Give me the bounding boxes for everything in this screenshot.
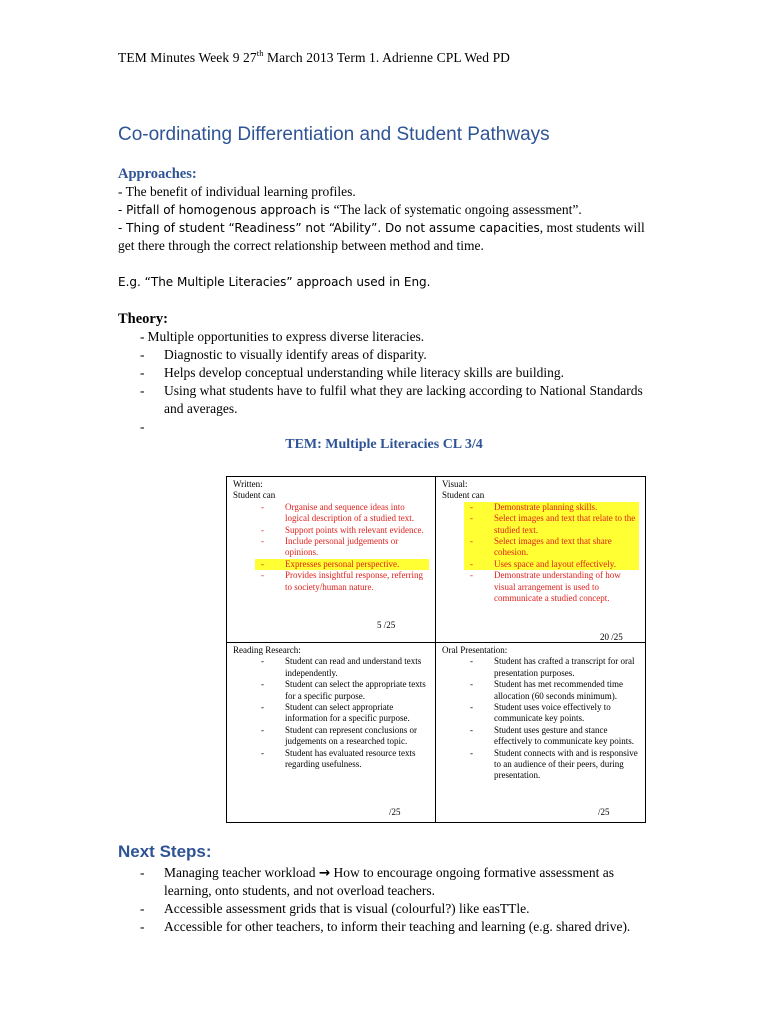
oral-presentation-cell	[436, 643, 645, 822]
written-item	[233, 502, 429, 525]
approaches-line-2-a: - Pitfall of homogenous approach is	[118, 203, 334, 217]
visual-item-text: Demonstrate planning skills.	[494, 501, 598, 512]
reading-item	[233, 725, 429, 748]
next-step-item	[118, 900, 658, 918]
next-steps-section	[118, 843, 658, 936]
visual-label: Visual:	[442, 479, 468, 489]
dash-bullet: -	[470, 570, 473, 581]
visual-sub: Student can	[442, 490, 485, 501]
written-sub: Student can	[233, 490, 276, 501]
visual-item	[442, 570, 639, 604]
theory-item-text: Diagnostic to visually identify areas of disparity.	[164, 347, 427, 362]
theory-item	[118, 328, 658, 346]
next-steps-list	[118, 864, 658, 936]
reading-item	[233, 679, 429, 702]
dash-bullet: -	[261, 524, 264, 535]
written-item-text: Support points with relevant evidence.	[285, 524, 424, 535]
visual-score: 20 /25	[600, 632, 623, 642]
theory-heading: Theory:	[118, 311, 168, 327]
dash-bullet: -	[140, 365, 145, 380]
theory-section	[118, 310, 658, 434]
dash-bullet: -	[470, 724, 473, 735]
written-item-text: Expresses personal perspective.	[285, 558, 400, 569]
next-step-item	[118, 918, 658, 936]
reading-item-text: Student can represent conclusions or judgements on a researched topic.	[285, 724, 417, 747]
dash-bullet: -	[261, 558, 264, 569]
written-item-highlighted	[255, 559, 429, 570]
oral-item	[442, 679, 639, 702]
approaches-line-2	[118, 201, 658, 219]
next-step-text-a: Managing teacher workload	[164, 865, 319, 880]
approaches-section	[118, 165, 658, 291]
dash-bullet: -	[261, 747, 264, 758]
reading-list	[233, 656, 429, 770]
oral-score: /25	[598, 807, 610, 817]
next-step-item	[118, 864, 658, 900]
approaches-line-2-b: “The lack of systematic ongoing assessment”.	[333, 202, 582, 217]
visual-item-text: Select images and text that share cohesion.	[494, 536, 612, 558]
document-header	[118, 48, 510, 66]
visual-cell	[436, 477, 645, 643]
oral-list	[442, 656, 639, 781]
approaches-example: E.g. “The Multiple Literacies” approach used in Eng.	[118, 275, 431, 289]
next-step-text: Accessible assessment grids that is visual (colourful?) like easTTle.	[164, 901, 530, 916]
approaches-line-1: - The benefit of individual learning profiles.	[118, 184, 356, 199]
written-label: Written:	[233, 479, 263, 489]
oral-item-text: Student connects with and is responsive to an audience of their peers, during presentation.	[494, 747, 638, 781]
arrow-right-icon: →	[318, 865, 331, 881]
visual-item-text: Demonstrate understanding of how visual arrangement is used to communicate a studied concept.	[494, 570, 621, 604]
dash-bullet: -	[261, 501, 264, 512]
dash-bullet: -	[470, 656, 473, 667]
dash-bullet: -	[261, 570, 264, 581]
dash-bullet: -	[470, 501, 473, 512]
dash-bullet: -	[470, 679, 473, 690]
visual-list	[442, 502, 639, 605]
literacies-grid	[226, 476, 646, 823]
written-item-text: Organise and sequence ideas into logical description of a studied text.	[285, 501, 414, 524]
theory-item-text: Multiple opportunities to express diverse literacies.	[147, 329, 425, 344]
theory-item	[118, 346, 658, 364]
reading-item	[233, 656, 429, 679]
oral-item	[442, 702, 639, 725]
dash-bullet: -	[261, 724, 264, 735]
reading-item	[233, 702, 429, 725]
dash-bullet: -	[140, 919, 145, 934]
visual-item-highlighted	[464, 536, 639, 559]
dash-bullet: -	[261, 536, 264, 547]
approaches-line-3-a: - Thing of student “Readiness” not “Ability”. Do not assume capacities	[118, 221, 540, 235]
dash-bullet: -	[470, 513, 473, 524]
written-item	[233, 525, 429, 536]
table-title: TEM: Multiple Literacies CL 3/4	[285, 437, 483, 452]
oral-item-text: Student has crafted a transcript for oral presentation purposes.	[494, 656, 635, 678]
dash-bullet: -	[140, 347, 145, 362]
reading-item-text: Student can select the appropriate texts for a specific purpose.	[285, 679, 426, 701]
dash-bullet: -	[140, 329, 145, 344]
theory-list	[118, 328, 658, 434]
reading-label: Reading Research:	[233, 645, 301, 655]
written-item	[233, 536, 429, 559]
page-title: Co-ordinating Differentiation and Student Pathways	[118, 124, 550, 145]
next-steps-heading: Next Steps:	[118, 842, 212, 861]
visual-item-highlighted	[464, 513, 639, 536]
theory-item	[118, 382, 658, 418]
written-item-text: Provides insightful response, referring to society/human nature.	[285, 570, 423, 592]
dash-bullet: -	[261, 702, 264, 713]
reading-item-text: Student can select appropriate information for a specific purpose.	[285, 702, 410, 724]
dash-bullet: -	[140, 865, 145, 880]
oral-item-text: Student uses gesture and stance effectively to communicate key points.	[494, 724, 635, 747]
reading-item-text: Student has evaluated resource texts regarding usefulness.	[285, 747, 416, 770]
oral-item-text: Student uses voice effectively to communicate key points.	[494, 702, 611, 724]
written-item	[233, 570, 429, 593]
written-list	[233, 502, 429, 593]
approaches-heading: Approaches:	[118, 166, 197, 182]
approaches-line-3-b: , most students will get there through the correct relationship between method and time.	[118, 220, 645, 253]
dash-bullet: -	[470, 702, 473, 713]
oral-item-text: Student has met recommended time allocation (60 seconds minimum).	[494, 679, 623, 701]
theory-item	[118, 364, 658, 382]
visual-item-text: Uses space and layout effectively.	[494, 558, 616, 569]
theory-item-text: Helps develop conceptual understanding while literacy skills are building.	[164, 365, 565, 380]
written-item-text: Include personal judgements or opinions.	[285, 536, 399, 558]
oral-item	[442, 725, 639, 748]
dash-bullet: -	[140, 419, 145, 434]
theory-item-text: Using what students have to fulfil what they are lacking according to National Standards and averages.	[164, 383, 643, 416]
dash-bullet: -	[140, 901, 145, 916]
written-cell	[227, 477, 436, 643]
dash-bullet: -	[470, 558, 473, 569]
reading-item-text: Student can read and understand texts independently.	[285, 656, 422, 678]
dash-bullet: -	[470, 536, 473, 547]
approaches-line-3	[118, 219, 658, 255]
oral-item	[442, 656, 639, 679]
next-step-text-b: How to encourage ongoing formative assessment as learning, onto students, and not overload teachers.	[164, 865, 614, 898]
visual-item-text: Select images and text that relate to the studied text.	[494, 513, 636, 535]
dash-bullet: -	[470, 747, 473, 758]
reading-score: /25	[389, 807, 401, 817]
visual-item-highlighted	[464, 559, 639, 570]
oral-item	[442, 748, 639, 782]
header-text-rest: March 2013 Term 1. Adrienne CPL Wed PD	[263, 50, 511, 65]
reading-research-cell	[227, 643, 436, 822]
oral-label: Oral Presentation:	[442, 645, 508, 655]
dash-bullet: -	[140, 383, 145, 398]
header-text: TEM Minutes Week 9 27	[118, 50, 257, 65]
dash-bullet: -	[261, 679, 264, 690]
header-superscript: th	[256, 48, 264, 58]
written-score: 5 /25	[377, 620, 396, 630]
next-step-text: Accessible for other teachers, to inform their teaching and learning (e.g. shared drive).	[164, 919, 631, 934]
dash-bullet: -	[261, 656, 264, 667]
reading-item	[233, 748, 429, 771]
visual-item-highlighted	[464, 502, 639, 513]
